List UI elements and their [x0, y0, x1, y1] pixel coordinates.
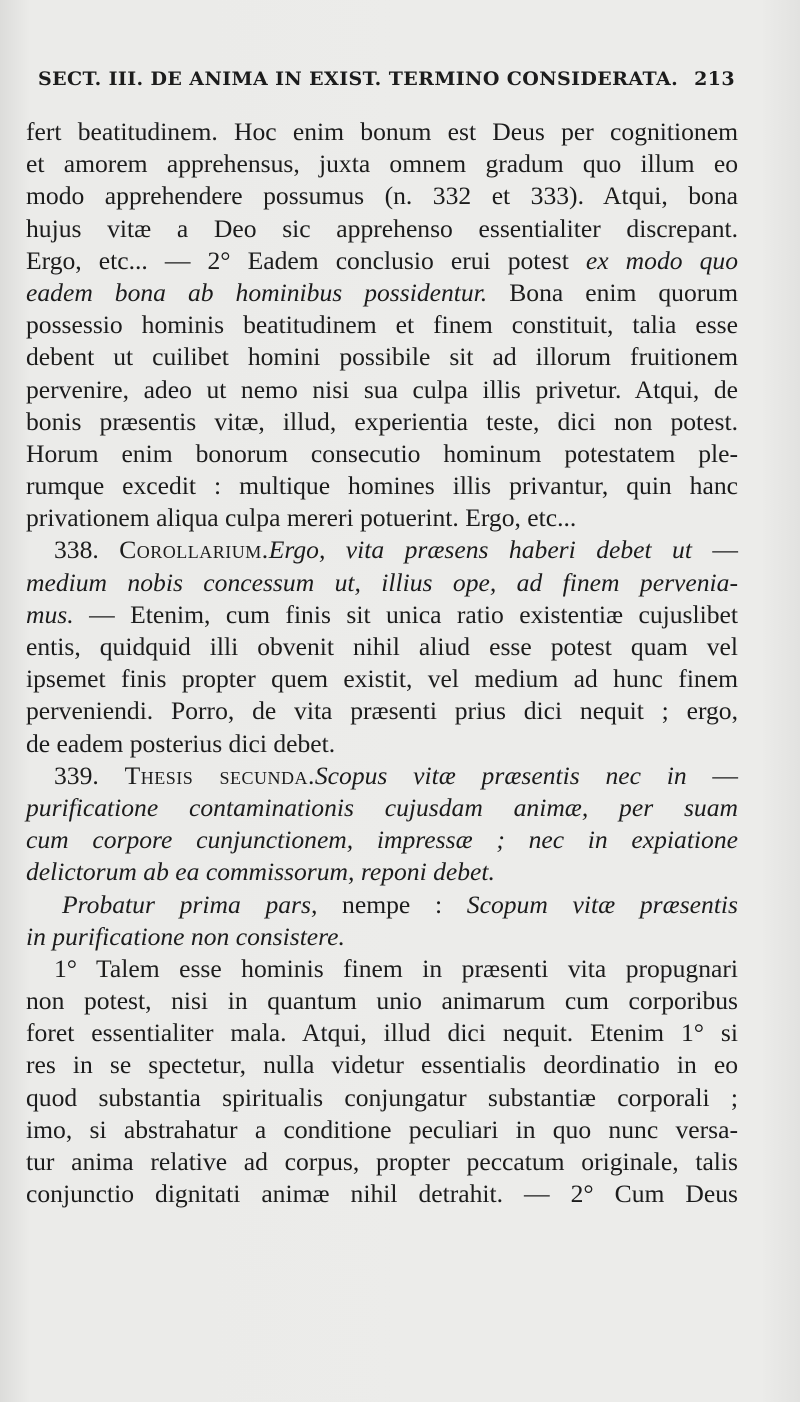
text-line [26, 341, 738, 373]
italic-run: Scopus vitæ præsentis nec in [314, 760, 687, 790]
text-run: Bona enim quorum [487, 277, 738, 307]
text-run: res in se spectetur, nulla videtur essentialis deordinatio in eo [26, 1050, 738, 1080]
running-title: SECT. III. DE ANIMA IN EXIST. TERMINO CONSIDERATA. [38, 68, 679, 90]
text-line [26, 245, 738, 277]
text-run: Ergo, etc... — 2° Eadem conclusio erui potest [26, 245, 586, 275]
text-run: tur anima relative ad corpus, propter peccatum originale, talis [26, 1147, 738, 1176]
text-line [26, 1114, 738, 1146]
text-run: fert beatitudinem. Hoc enim bonum est Deus per cognitionem [26, 117, 738, 146]
text-line [26, 1082, 738, 1114]
text-line [26, 599, 738, 631]
text-run: quod substantia spiritualis conjungatur substantiæ corporali ; [26, 1082, 738, 1112]
italic-run: eadem bona ab hominibus possidentur. [26, 277, 488, 307]
text-line [26, 856, 738, 888]
text-line [26, 1017, 738, 1049]
page-number: 213 [694, 68, 735, 90]
text-run: imo, si abstrahatur a conditione peculiari in quo nunc versa- [26, 1114, 738, 1144]
text-line [26, 985, 738, 1017]
text-run: non potest, nisi in quantum unio animarum cum corporibus [26, 986, 738, 1016]
text-run: debent ut cuilibet homini possibile sit ad illorum fruitionem [26, 342, 738, 372]
text-line [26, 116, 738, 148]
small-caps-run: Thesis secunda. [124, 760, 315, 790]
text-run: 338. [54, 535, 120, 565]
text-line [26, 631, 738, 663]
italic-run: ex modo quo [585, 245, 738, 275]
text-line [26, 728, 738, 760]
text-line [26, 889, 738, 921]
text-line [26, 1146, 738, 1178]
text-run: pervenire, adeo ut nemo nisi sua culpa illis privetur. Atqui, de [26, 374, 738, 404]
italic-run: Probatur prima pars, [62, 889, 318, 919]
text-line [26, 953, 738, 985]
italic-run: medium nobis concessum ut, illius ope, ad finem pervenia- [26, 567, 738, 597]
text-line [26, 1178, 738, 1210]
small-caps-run: Corollarium. [119, 535, 269, 565]
text-line [26, 406, 738, 438]
text-line [26, 534, 738, 566]
italic-run: in purificatione non consistere. [26, 921, 345, 951]
text-run: — [686, 760, 738, 790]
text-line [26, 1049, 738, 1081]
text-run: nempe : [317, 889, 467, 919]
text-line [26, 438, 738, 470]
text-line [26, 277, 738, 309]
body-text [26, 116, 738, 1210]
text-run: entis, quidquid illi obvenit nihil aliud esse potest quam vel [26, 632, 738, 661]
text-run: rumque excedit : multique homines illis privantur, quin hanc [26, 471, 738, 501]
text-line [26, 309, 738, 341]
text-line [26, 663, 738, 695]
text-line [26, 567, 738, 599]
text-line [26, 824, 738, 856]
text-run: 339. [54, 760, 125, 790]
text-line [26, 921, 738, 953]
italic-run: Ergo, vita præsens haberi debet ut [268, 535, 692, 565]
italic-run: Scopum vitæ præsentis [466, 889, 739, 919]
text-line [26, 695, 738, 727]
text-line [26, 148, 738, 180]
text-run: modo apprehendere possumus (n. 332 et 333). Atqui, bona [26, 181, 738, 211]
text-run: foret essentialiter mala. Atqui, illud dici nequit. Etenim 1° si [26, 1018, 738, 1048]
text-run: perveniendi. Porro, de vita præsenti prius dici nequit ; ergo, [26, 696, 738, 726]
text-run: privationem aliqua culpa mereri potuerint. Ergo, etc... [26, 503, 577, 533]
text-run: — Etenim, cum finis sit unica ratio existentiæ cujuslibet [73, 599, 738, 629]
text-line [26, 760, 738, 792]
text-run: et amorem apprehensus, juxta omnem gradum quo illum eo [26, 149, 738, 179]
text-line [26, 792, 738, 824]
text-run: ipsemet finis propter quem existit, vel medium ad hunc finem [26, 664, 738, 694]
italic-run: delictorum ab ea commissorum, reponi debet. [26, 857, 495, 887]
text-line [26, 213, 738, 245]
text-run: hujus vitæ a Deo sic apprehenso essentialiter discrepant. [26, 213, 738, 243]
text-line [26, 374, 738, 406]
text-run: — [691, 535, 738, 565]
text-line [26, 502, 738, 534]
running-header [30, 68, 735, 100]
text-run: de eadem posterius dici debet. [26, 728, 336, 758]
italic-run: mus. [26, 599, 74, 629]
italic-run: cum corpore cunjunctionem, impressæ ; nec in expiatione [26, 825, 738, 855]
text-line [26, 470, 738, 502]
text-line [26, 180, 738, 212]
text-run: conjunctio dignitati animæ nihil detrahit. — 2° Cum Deus [26, 1179, 738, 1209]
text-run: 1° Talem esse hominis finem in præsenti vita propugnari [54, 953, 738, 983]
text-run: possessio hominis beatitudinem et finem constituit, talia esse [26, 310, 738, 340]
text-run: bonis præsentis vitæ, illud, experientia teste, dici non potest. [26, 406, 738, 436]
text-run: Horum enim bonorum consecutio hominum potestatem ple- [26, 438, 738, 468]
italic-run: purificatione contaminationis cujusdam animæ, per suam [26, 792, 738, 822]
